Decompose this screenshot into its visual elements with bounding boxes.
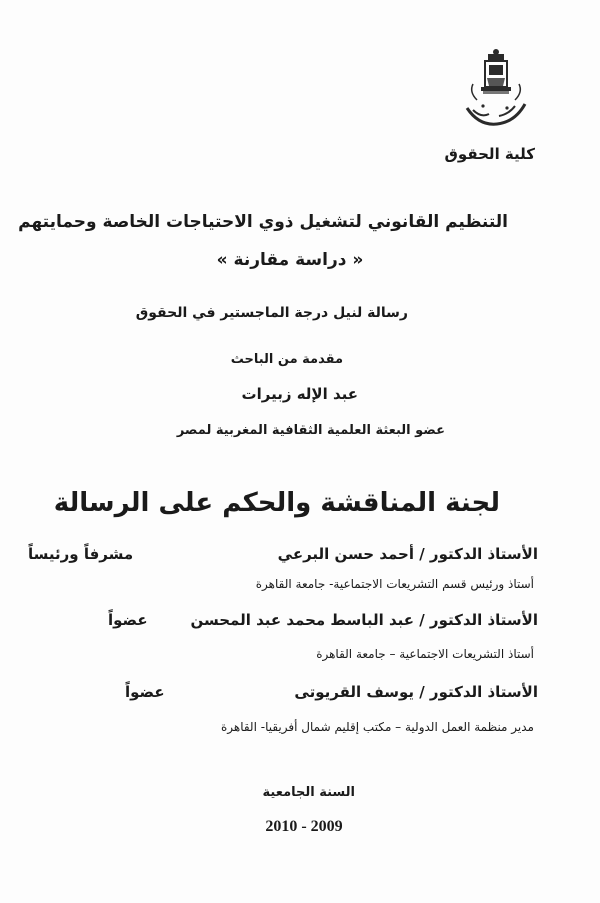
faculty-name: كلية الحقوق	[444, 145, 535, 163]
thesis-subtitle: « دراسة مقارنة »	[216, 250, 364, 270]
committee-member-description: أستاذ التشريعات الاجتماعية – جامعة القاهرة	[316, 647, 534, 661]
committee-member-role: مشرفاً ورئيساً	[28, 545, 134, 563]
university-seal-icon	[459, 48, 535, 140]
academic-year-label: السنة الجامعية	[262, 785, 355, 800]
thesis-title: التنظيم القانوني لتشغيل ذوي الاحتياجات الخاصة وحمايتهم	[18, 212, 508, 232]
committee-member-name: الأستاذ الدكتور / أحمد حسن البرعي	[277, 545, 538, 563]
committee-heading: لجنة المناقشة والحكم على الرسالة	[53, 488, 500, 518]
academic-year: 2010 - 2009	[265, 818, 343, 835]
presented-by-label: مقدمة من الباحث	[230, 352, 343, 367]
committee-member-description: أستاذ ورئيس قسم التشريعات الاجتماعية- جامعة القاهرة	[255, 577, 534, 591]
committee-member-description: مدير منظمة العمل الدولية – مكتب إقليم شمال أفريقيا- القاهرة	[220, 720, 534, 734]
committee-member-role: عضواً	[108, 611, 148, 629]
thesis-purpose: رسالة لنيل درجة الماجستير في الحقوق	[135, 305, 408, 321]
committee-member-role: عضواً	[125, 683, 165, 701]
researcher-name: عبد الإله زبيرات	[241, 385, 358, 403]
researcher-description: عضو البعثة العلمية الثقافية المغربية لمصر	[176, 423, 445, 438]
committee-member-name: الأستاذ الدكتور / يوسف القريوتى	[294, 683, 538, 701]
committee-member-name: الأستاذ الدكتور / عبد الباسط محمد عبد المحسن	[190, 611, 538, 629]
